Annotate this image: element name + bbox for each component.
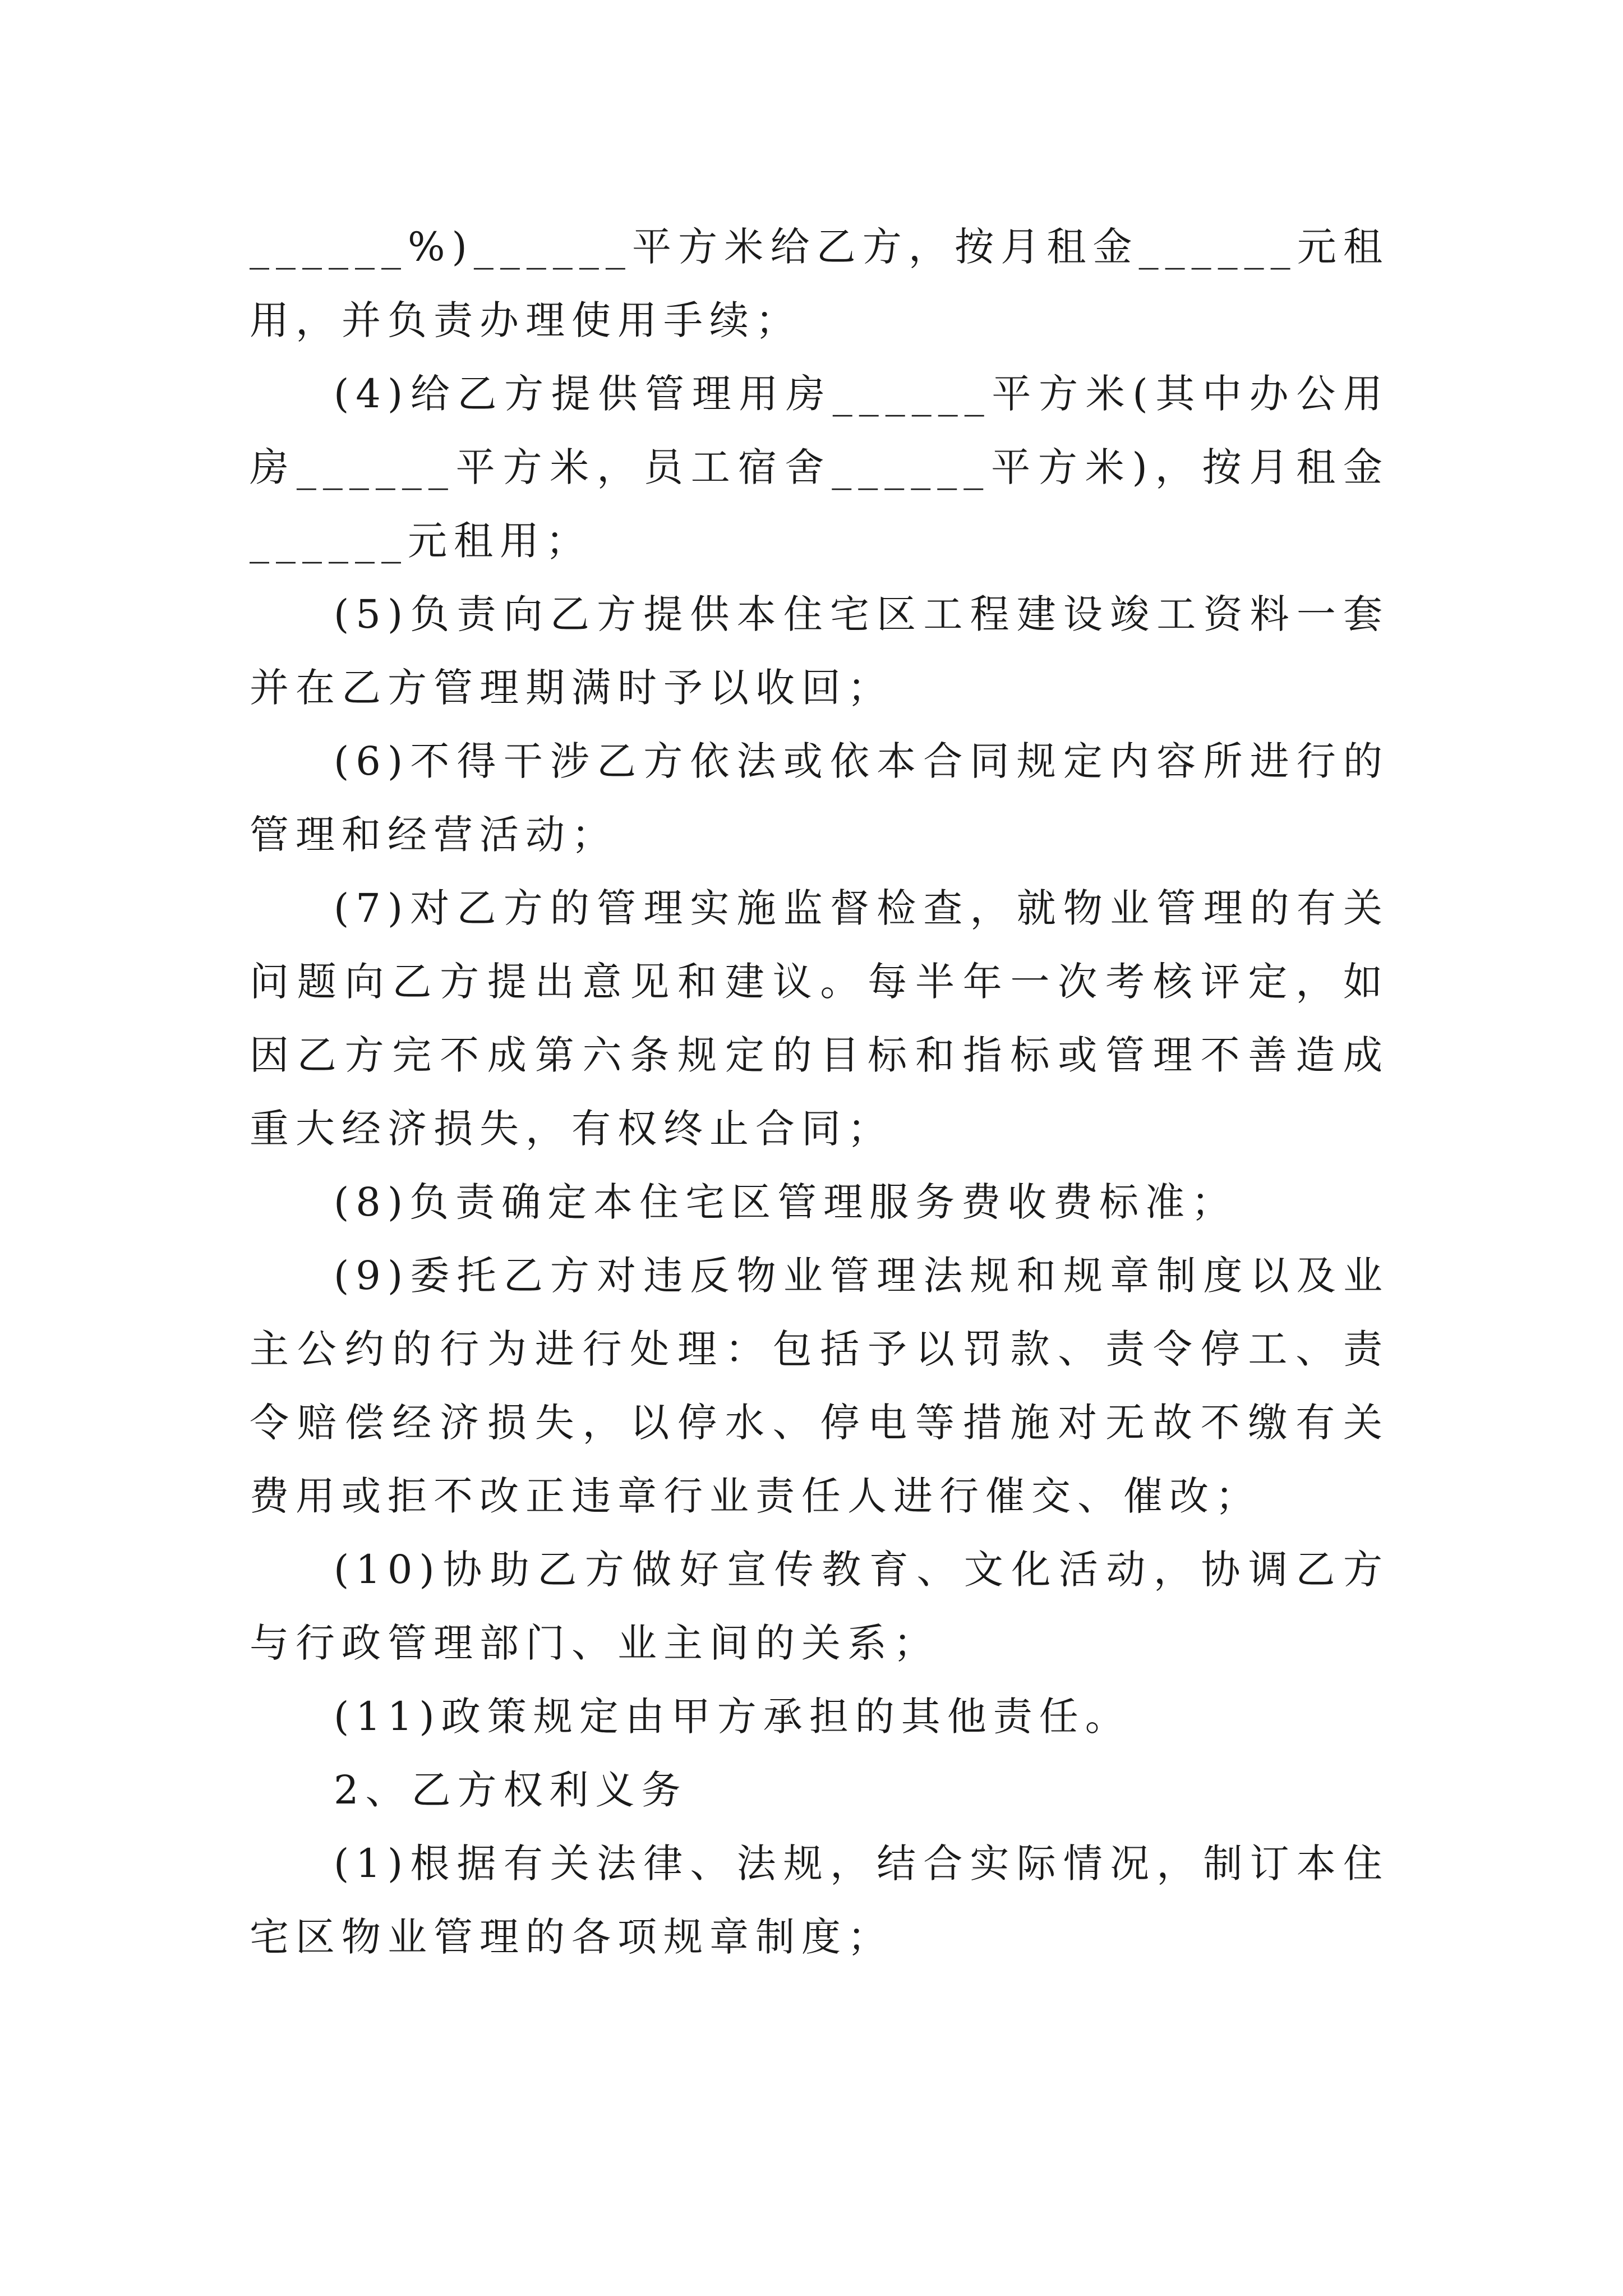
section-heading-party-b-rights: 2、乙方权利义务: [334, 1767, 688, 1813]
paragraph-item-9: (9)委托乙方对违反物业管理法规和规章制度以及业主公约的行为进行处理：包括予以罚款、责令停工、责令赔偿经济损失，以停水、停电等措施对无故不缴有关费用或拒不改正违章行业责任人进行催交、催改；: [250, 1253, 1389, 1519]
paragraph-item-10: (10)协助乙方做好宣传教育、文化活动，协调乙方与行政管理部门、业主间的关系；: [250, 1547, 1389, 1666]
paragraph-lease-continuation: ______%)______平方米给乙方，按月租金______元租用，并负责办理使用手续；: [250, 224, 1389, 343]
document-page: [250, 210, 1389, 1974]
paragraph-item-4: (4)给乙方提供管理用房______平方米(其中办公用房______平方米，员工宿舍______平方米)，按月租金______元租用；: [250, 371, 1389, 564]
paragraph-item-11: (11)政策规定由甲方承担的其他责任。: [334, 1694, 1131, 1740]
paragraph-party-b-item-1: (1)根据有关法律、法规，结合实际情况，制订本住宅区物业管理的各项规章制度；: [250, 1841, 1389, 1960]
paragraph-item-5: (5)负责向乙方提供本住宅区工程建设竣工资料一套并在乙方管理期满时予以收回；: [250, 591, 1389, 711]
paragraph-item-7: (7)对乙方的管理实施监督检查，就物业管理的有关问题向乙方提出意见和建议。每半年一次考核评定，如因乙方完不成第六条规定的目标和指标或管理不善造成重大经济损失，有权终止合同；: [250, 885, 1389, 1152]
paragraph-item-8: (8)负责确定本住宅区管理服务费收费标准；: [334, 1179, 1238, 1225]
paragraph-item-6: (6)不得干涉乙方依法或依本合同规定内容所进行的管理和经营活动；: [250, 738, 1389, 858]
